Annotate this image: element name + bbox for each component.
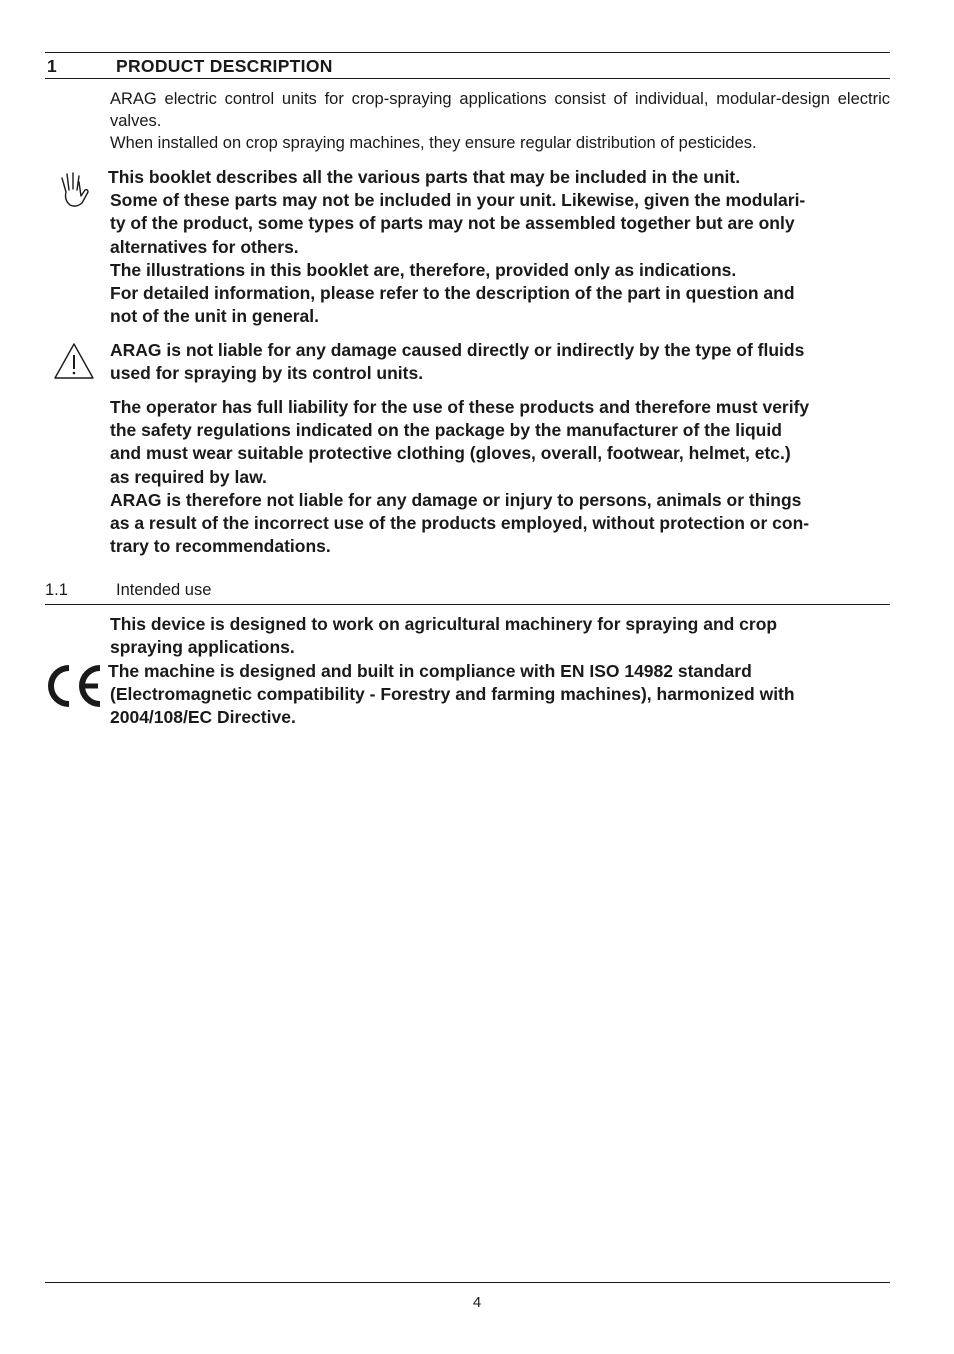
liability-line: The operator has full liability for the use of these products and therefore must verify <box>110 397 810 417</box>
note-line: This booklet describes all the various parts that may be included in the unit. <box>108 167 741 187</box>
hand-stop-icon <box>54 170 94 215</box>
liability-line: the safety regulations indicated on the package by the manufacturer of the liquid <box>110 420 782 441</box>
intro-text <box>110 88 890 154</box>
section-title: PRODUCT DESCRIPTION <box>116 56 333 76</box>
warning-line: used for spraying by its control units. <box>110 363 424 384</box>
liability-line: and must wear suitable protective clothing (gloves, overall, footwear, helmet, etc.) <box>110 443 791 464</box>
section-number: 1 <box>47 56 57 76</box>
subsection-heading <box>45 578 890 605</box>
liability-line: ARAG is therefore not liable for any damage or injury to persons, animals or things <box>110 489 802 510</box>
warning-text <box>110 339 890 385</box>
liability-line: trary to recommendations. <box>110 536 331 557</box>
intended-line: spraying applications. <box>110 637 295 658</box>
intro-line: ARAG electric control units for crop-spraying applications consist of individual, modular-design electric valves. <box>110 90 890 130</box>
note-line: The illustrations in this booklet are, therefore, provided only as indications. <box>110 259 737 280</box>
note-line: Some of these parts may not be included in your unit. Likewise, given the modulari- <box>110 190 806 211</box>
liability-line: as a result of the incorrect use of the products employed, without protection or con- <box>110 513 810 534</box>
intended-line: This device is designed to work on agricultural machinery for spraying and crop <box>110 614 778 634</box>
note-line: alternatives for others. <box>110 236 299 257</box>
liability-text <box>110 396 890 558</box>
note-line: ty of the product, some types of parts may not be assembled together but are only <box>110 213 795 234</box>
subsection-number: 1.1 <box>45 581 68 599</box>
liability-line: as required by law. <box>110 466 267 487</box>
page-number: 4 <box>472 1294 482 1311</box>
warning-triangle-icon <box>53 341 95 386</box>
ce-line: The machine is designed and built in compliance with EN ISO 14982 standard <box>108 661 752 681</box>
note-line: For detailed information, please refer to the description of the part in question and <box>110 283 795 304</box>
subsection-title: Intended use <box>116 581 212 599</box>
ce-compliance-text <box>108 660 888 730</box>
warning-line: ARAG is not liable for any damage caused directly or indirectly by the type of fluids <box>110 340 805 360</box>
section-heading <box>45 52 890 79</box>
note-line: not of the unit in general. <box>110 306 320 327</box>
note-text <box>108 166 888 328</box>
intro-line: When installed on crop spraying machines, they ensure regular distribution of pesticides. <box>110 134 757 152</box>
footer-rule <box>45 1282 890 1283</box>
ce-mark-icon <box>44 663 104 714</box>
ce-line: (Electromagnetic compatibility - Forestry and farming machines), harmonized with <box>110 684 795 705</box>
intended-use-text <box>110 613 890 659</box>
ce-line: 2004/108/EC Directive. <box>110 707 296 728</box>
